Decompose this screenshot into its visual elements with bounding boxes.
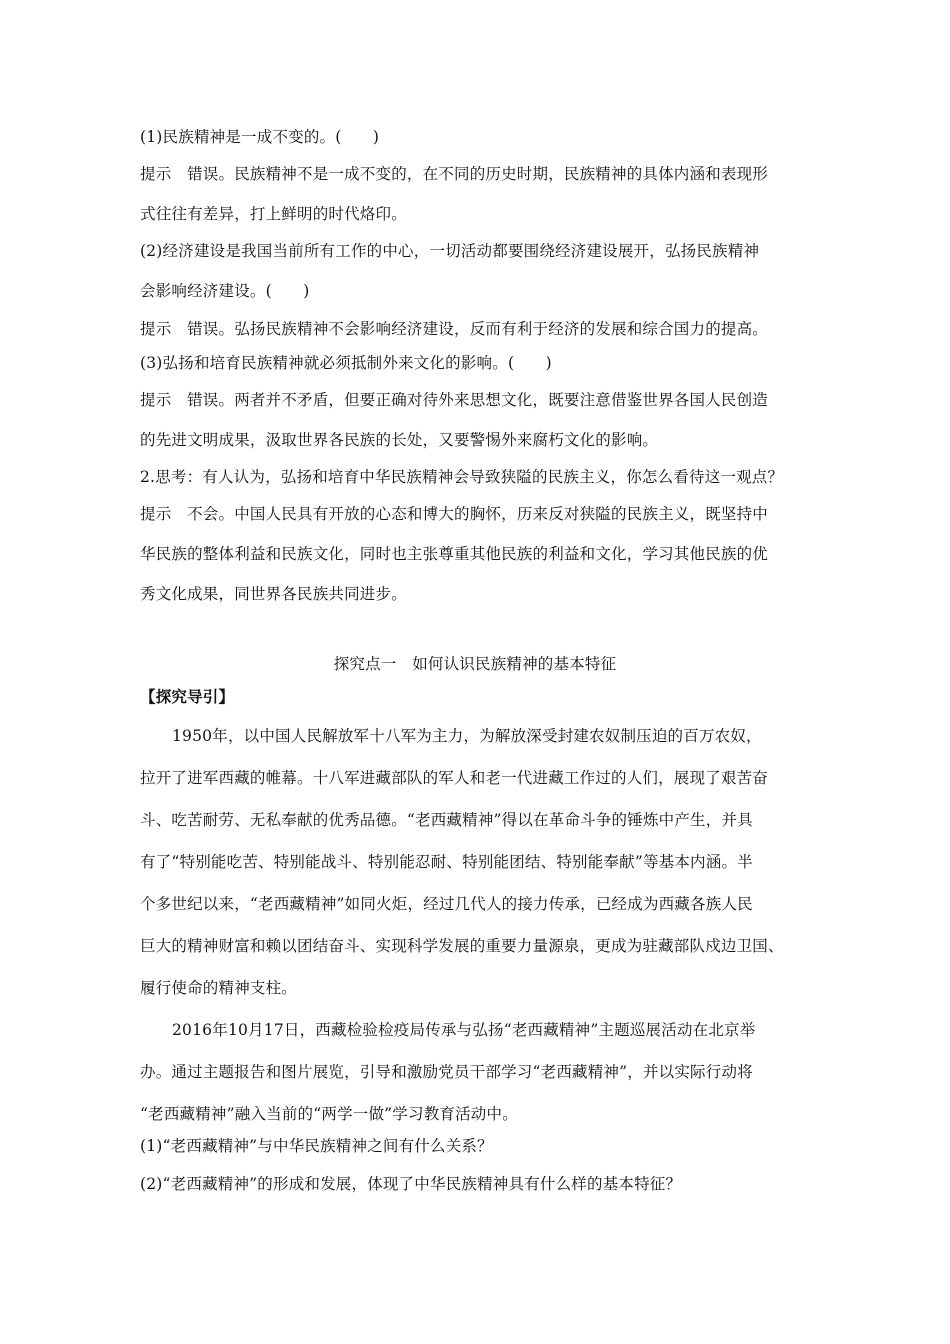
think-answer-line-3: 秀文化成果，同世界各民族共同进步。 <box>140 585 407 603</box>
paragraph-2-line-1: 2016年10月17日，西藏检验检疫局传承与弘扬“老西藏精神”主题巡展活动在北京举 <box>172 1021 756 1039</box>
answer-1-line-2: 式往往有差异，打上鲜明的时代烙印。 <box>140 205 407 223</box>
answer-3-line-2: 的先进文明成果，汲取世界各民族的长处，又要警惕外来腐朽文化的影响。 <box>140 431 659 449</box>
question-2-line-1: (2)经济建设是我国当前所有工作的中心，一切活动都要围绕经济建设展开，弘扬民族精神 <box>140 242 760 260</box>
section-title: 探究点一 如何认识民族精神的基本特征 <box>333 655 617 673</box>
paragraph-1-line-1: 1950年，以中国人民解放军十八军为主力，为解放深受封建农奴制压迫的百万农奴， <box>172 727 762 745</box>
paragraph-1-line-6: 巨大的精神财富和赖以团结奋斗、实现科学发展的重要力量源泉，更成为驻藏部队戍边卫国、 <box>140 937 784 955</box>
sub-question-2: (2)“老西藏精神”的形成和发展，体现了中华民族精神具有什么样的基本特征？ <box>140 1175 682 1193</box>
answer-1-line-1: 提示 错误。民族精神不是一成不变的，在不同的历史时期，民族精神的具体内涵和表现形 <box>140 165 769 183</box>
paragraph-1-line-7: 履行使命的精神支柱。 <box>140 979 298 997</box>
question-2-line-2: 会影响经济建设。( ) <box>140 282 310 300</box>
guide-label: 【探究导引】 <box>140 687 235 706</box>
question-1: (1)民族精神是一成不变的。( ) <box>140 128 380 146</box>
paragraph-1-line-4: 有了“特别能吃苦、特别能战斗、特别能忍耐、特别能团结、特别能奉献”等基本内涵。半 <box>140 853 753 871</box>
sub-question-1: (1)“老西藏精神”与中华民族精神之间有什么关系？ <box>140 1137 493 1155</box>
paragraph-1-line-5: 个多世纪以来，“老西藏精神”如同火炬，经过几代人的接力传承，已经成为西藏各族人民 <box>140 895 753 913</box>
question-3: (3)弘扬和培育民族精神就必须抵制外来文化的影响。( ) <box>140 354 552 372</box>
think-question: 2.思考：有人认为，弘扬和培育中华民族精神会导致狭隘的民族主义，你怎么看待这一观点？ <box>140 468 784 486</box>
answer-3-line-1: 提示 错误。两者并不矛盾，但要正确对待外来思想文化，既要注意借鉴世界各国人民创造 <box>140 391 769 409</box>
answer-2: 提示 错误。弘扬民族精神不会影响经济建设，反而有利于经济的发展和综合国力的提高。 <box>140 320 769 338</box>
think-answer-line-2: 华民族的整体利益和民族文化，同时也主张尊重其他民族的利益和文化，学习其他民族的优 <box>140 545 769 563</box>
paragraph-2-line-2: 办。通过主题报告和图片展览，引导和激励党员干部学习“老西藏精神”，并以实际行动将 <box>140 1063 753 1081</box>
think-answer-line-1: 提示 不会。中国人民具有开放的心态和博大的胸怀，历来反对狭隘的民族主义，既坚持中 <box>140 505 769 523</box>
paragraph-1-line-3: 斗、吃苦耐劳、无私奉献的优秀品德。“老西藏精神”得以在革命斗争的锤炼中产生，并具 <box>140 811 753 829</box>
paragraph-2-line-3: “老西藏精神”融入当前的“两学一做”学习教育活动中。 <box>140 1105 518 1123</box>
paragraph-1-line-2: 拉开了进军西藏的帷幕。十八军进藏部队的军人和老一代进藏工作过的人们，展现了艰苦奋 <box>140 769 769 787</box>
